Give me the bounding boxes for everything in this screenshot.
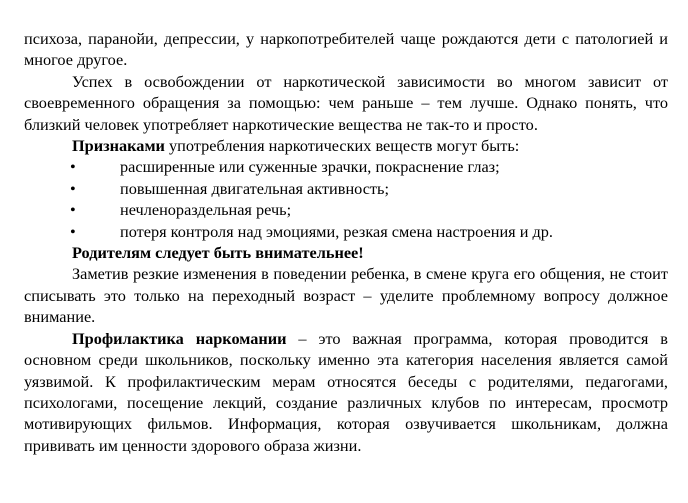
paragraph-prevention [24, 328, 668, 456]
prevention-text: – это важная программа, которая проводится в основном среди школьников, поскольку именно эта категория населения является самой уязвимой. К профилактическим мерам относятся беседы с родителями, педагогами, психологами, посещение лекций, создание различных клубов по интересам, просмотр мотивирующих фильмов. Информация, которая озвучивается школьникам, должна прививать им ценности здорового образа жизни. [24, 328, 668, 455]
list-item [24, 221, 668, 242]
list-item-text: расширенные или суженные зрачки, покраснение глаз; [120, 157, 500, 177]
paragraph-behavior-change: Заметив резкие изменения в поведении ребенка, в смене круга его общения, не стоит списывать это только на переходный возраст – уделите проблемному вопросу должное внимание. [24, 264, 668, 327]
paragraph-consequences: психоза, паранойи, депрессии, у наркопотребителей чаще рождаются дети с патологией и многое другое. [24, 29, 668, 70]
list-item [24, 178, 668, 199]
bullet-icon: • [70, 178, 76, 198]
signs-intro-text: употребления наркотических веществ могут быть: [164, 136, 520, 156]
list-item [24, 156, 668, 177]
signs-heading-bold: Признаками [72, 136, 165, 156]
paragraph-early-help: Успех в освобождении от наркотической зависимости во многом зависит от своевременного обращения за помощью: чем раньше – тем лучше. Однако понять, что близкий человек употребляет наркотические вещества не так-то и просто. [24, 71, 668, 134]
bullet-icon: • [70, 200, 76, 220]
list-item-text: повышенная двигательная активность; [120, 178, 389, 198]
list-item-text: нечленораздельная речь; [120, 200, 292, 220]
paragraph-signs-intro [24, 135, 668, 156]
prevention-heading-bold: Профилактика наркомании [72, 328, 287, 348]
bullet-icon: • [70, 157, 76, 177]
document-page [24, 28, 668, 456]
signs-list [24, 156, 668, 242]
list-item [24, 199, 668, 220]
parents-heading: Родителям следует быть внимательнее! [72, 243, 364, 263]
bullet-icon: • [70, 221, 76, 241]
list-item-text: потеря контроля над эмоциями, резкая смена настроения и др. [120, 221, 553, 241]
